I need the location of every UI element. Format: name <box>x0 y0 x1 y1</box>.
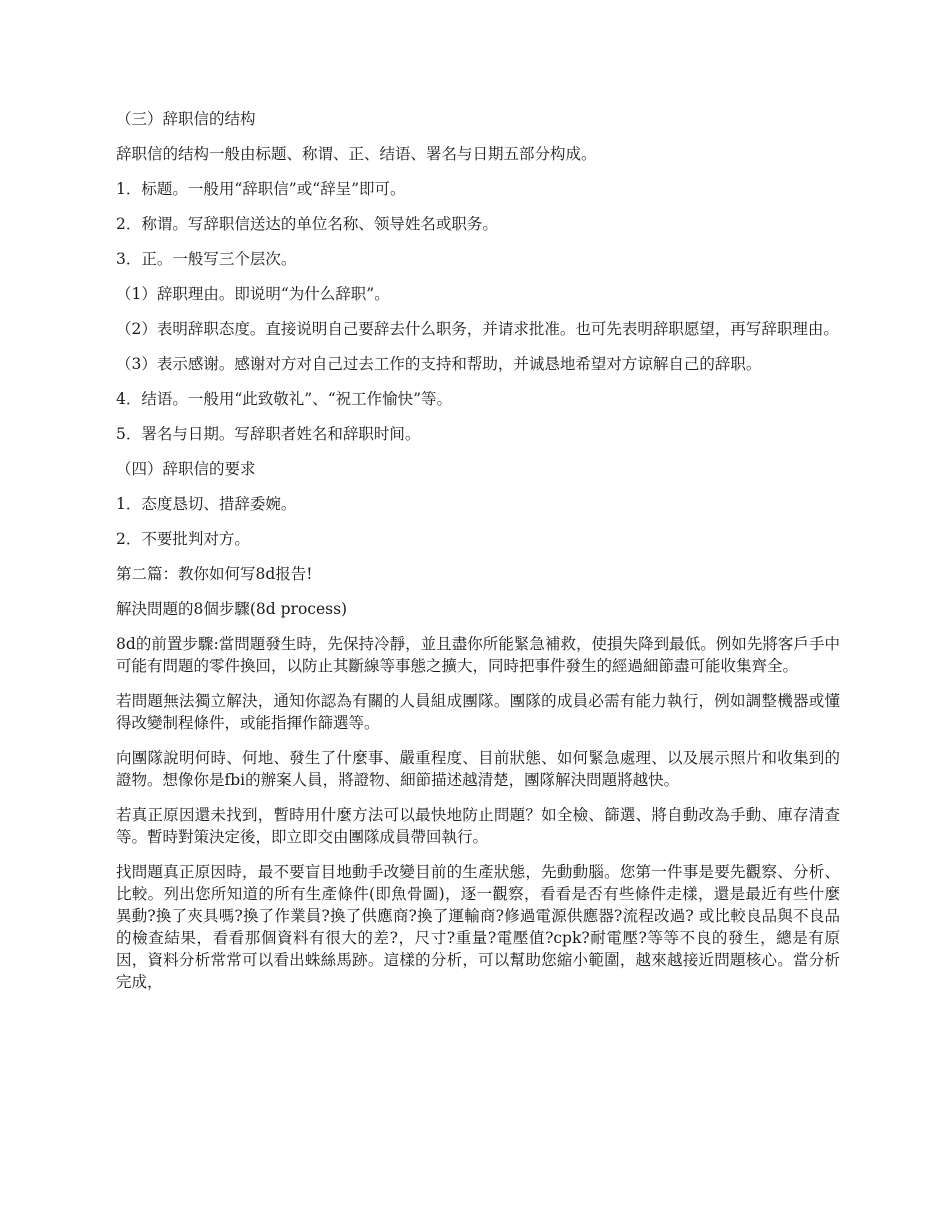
list-item: （2）表明辞职态度。直接说明自己要辞去什么职务，并请求批准。也可先表明辞职愿望，再写辞职理由。 <box>116 320 839 338</box>
section-heading: （三）辞职信的结构 <box>116 110 256 128</box>
document-page <box>116 108 840 1006</box>
list-item: 1．态度恳切、措辞委婉。 <box>116 495 297 513</box>
list-item: 5．署名与日期。写辞职者姓名和辞职时间。 <box>116 425 421 443</box>
paragraph: 找問題真正原因時，最不要盲目地動手改變目前的生產狀態，先動動腦。您第一件事是要先觀察、分析、比較。列出您所知道的所有生產條件(即魚骨圖)，逐一觀察，看看是否有些條件走樣，還是最近有些什麼異動?換了夾具嗎?換了作業員?換了供應商?換了運輸商?修過電源供應器?流程改過? 或比較良品與不良品的檢查結果，看看那個資料有很大的差?，尺寸?重量?電壓值?cpk?耐電壓?等等不良的發生，總是有原因，資料分析常常可以看出蛛絲馬跡。這樣的分析，可以幫助您縮小範圍，越來越接近問題核心。當分析完成， <box>116 863 840 991</box>
section-heading: 解決問題的8個步驟(8d process) <box>116 600 348 618</box>
list-item: 2．不要批判对方。 <box>116 530 250 548</box>
paragraph: 若真正原因還未找到，暫時用什麼方法可以最快地防止問題？如全檢、篩選、將自動改為手動、庫存清查等。暫時對策決定後，即立即交由團隊成員帶回執行。 <box>116 806 840 846</box>
list-item: 2．称谓。写辞职信送达的单位名称、领导姓名或职务。 <box>116 215 498 233</box>
list-item: 3．正。一般写三个层次。 <box>116 250 297 268</box>
list-item: （3）表示感谢。感谢对方对自己过去工作的支持和帮助，并诚恳地希望对方谅解自己的辞职。 <box>116 355 762 373</box>
list-item: （1）辞职理由。即说明“为什么辞职”。 <box>116 285 390 303</box>
list-item: 4．结语。一般用“此致敬礼”、“祝工作愉快”等。 <box>116 390 453 408</box>
chapter-heading: 第二篇：教你如何写8d报告! <box>116 565 313 583</box>
list-item: 1．标题。一般用“辞职信”或“辞呈”即可。 <box>116 180 406 198</box>
paragraph: 若問題無法獨立解決，通知你認為有關的人員組成團隊。團隊的成員必需有能力執行，例如調整機器或懂得改變制程條件，或能指揮作篩選等。 <box>116 692 840 732</box>
paragraph: 向團隊說明何時、何地、發生了什麼事、嚴重程度、目前狀態、如何緊急處理、以及展示照片和收集到的證物。想像你是fbi的辦案人員，將證物、細節描述越清楚，團隊解決問題將越快。 <box>116 749 840 789</box>
section-heading: （四）辞职信的要求 <box>116 460 256 478</box>
paragraph: 辞职信的结构一般由标题、称谓、正、结语、署名与日期五部分构成。 <box>116 145 597 163</box>
paragraph: 8d的前置步驟:當問題發生時，先保持冷靜，並且盡你所能緊急補救，使損失降到最低。例如先將客戶手中可能有問題的零件換回，以防止其斷線等事態之擴大，同時把事件發生的經過細節盡可能收集齊全。 <box>116 635 840 675</box>
